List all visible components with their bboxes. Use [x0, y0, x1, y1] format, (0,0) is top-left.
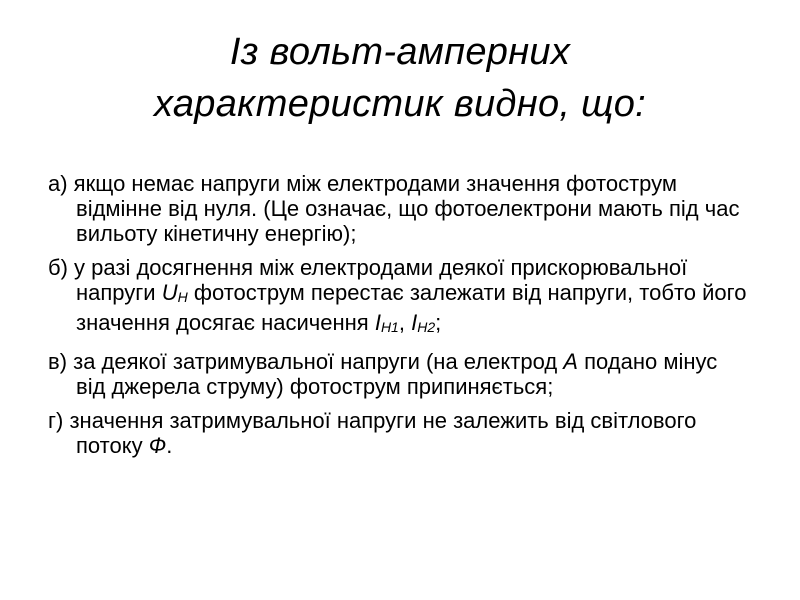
current-subscript-1: Н1 — [380, 319, 399, 335]
current-symbol-2: I — [411, 310, 418, 335]
item-d-text-before: г) значення затримувальної напруги не залежить від світлового потоку — [48, 408, 697, 458]
list-item-a — [48, 171, 748, 246]
item-c-text-before: в) за деякої затримувальної напруги (на електрод — [48, 349, 564, 374]
electrode-symbol: А — [563, 349, 578, 374]
item-b-comma: , — [398, 310, 412, 335]
current-symbol-1: I — [374, 310, 381, 335]
title-line-2: характеристик видно, що: — [153, 83, 647, 125]
voltage-symbol: U — [161, 280, 178, 305]
item-b-text-before: б) у разі досягнення між електродами деякої прискорювальної напруги — [48, 255, 688, 305]
item-a-text: а) якщо немає напруги між електродами значення фотострум відмінне від нуля. (Це означає, що фотоелектрони мають під час вильоту кінетичну енергію); — [48, 171, 740, 246]
item-b-text-middle: фотострум перестає залежати від напруги, тобто його значення досягає насичення — [76, 280, 747, 335]
item-c-text-after: подано мінус від джерела струму) фотострум припиняється; — [76, 349, 718, 399]
list-item-b — [48, 255, 748, 340]
list-item-c — [48, 349, 748, 399]
item-b-text-after: ; — [435, 310, 442, 335]
voltage-subscript: Н — [177, 289, 188, 305]
slide-title — [40, 26, 760, 130]
flux-symbol: Ф — [148, 433, 167, 458]
item-d-text-after: . — [166, 433, 173, 458]
slide-body — [48, 171, 748, 467]
title-line-1: Із вольт-амперних — [229, 31, 571, 73]
list-item-d — [48, 408, 748, 458]
current-subscript-2: Н2 — [417, 319, 436, 335]
